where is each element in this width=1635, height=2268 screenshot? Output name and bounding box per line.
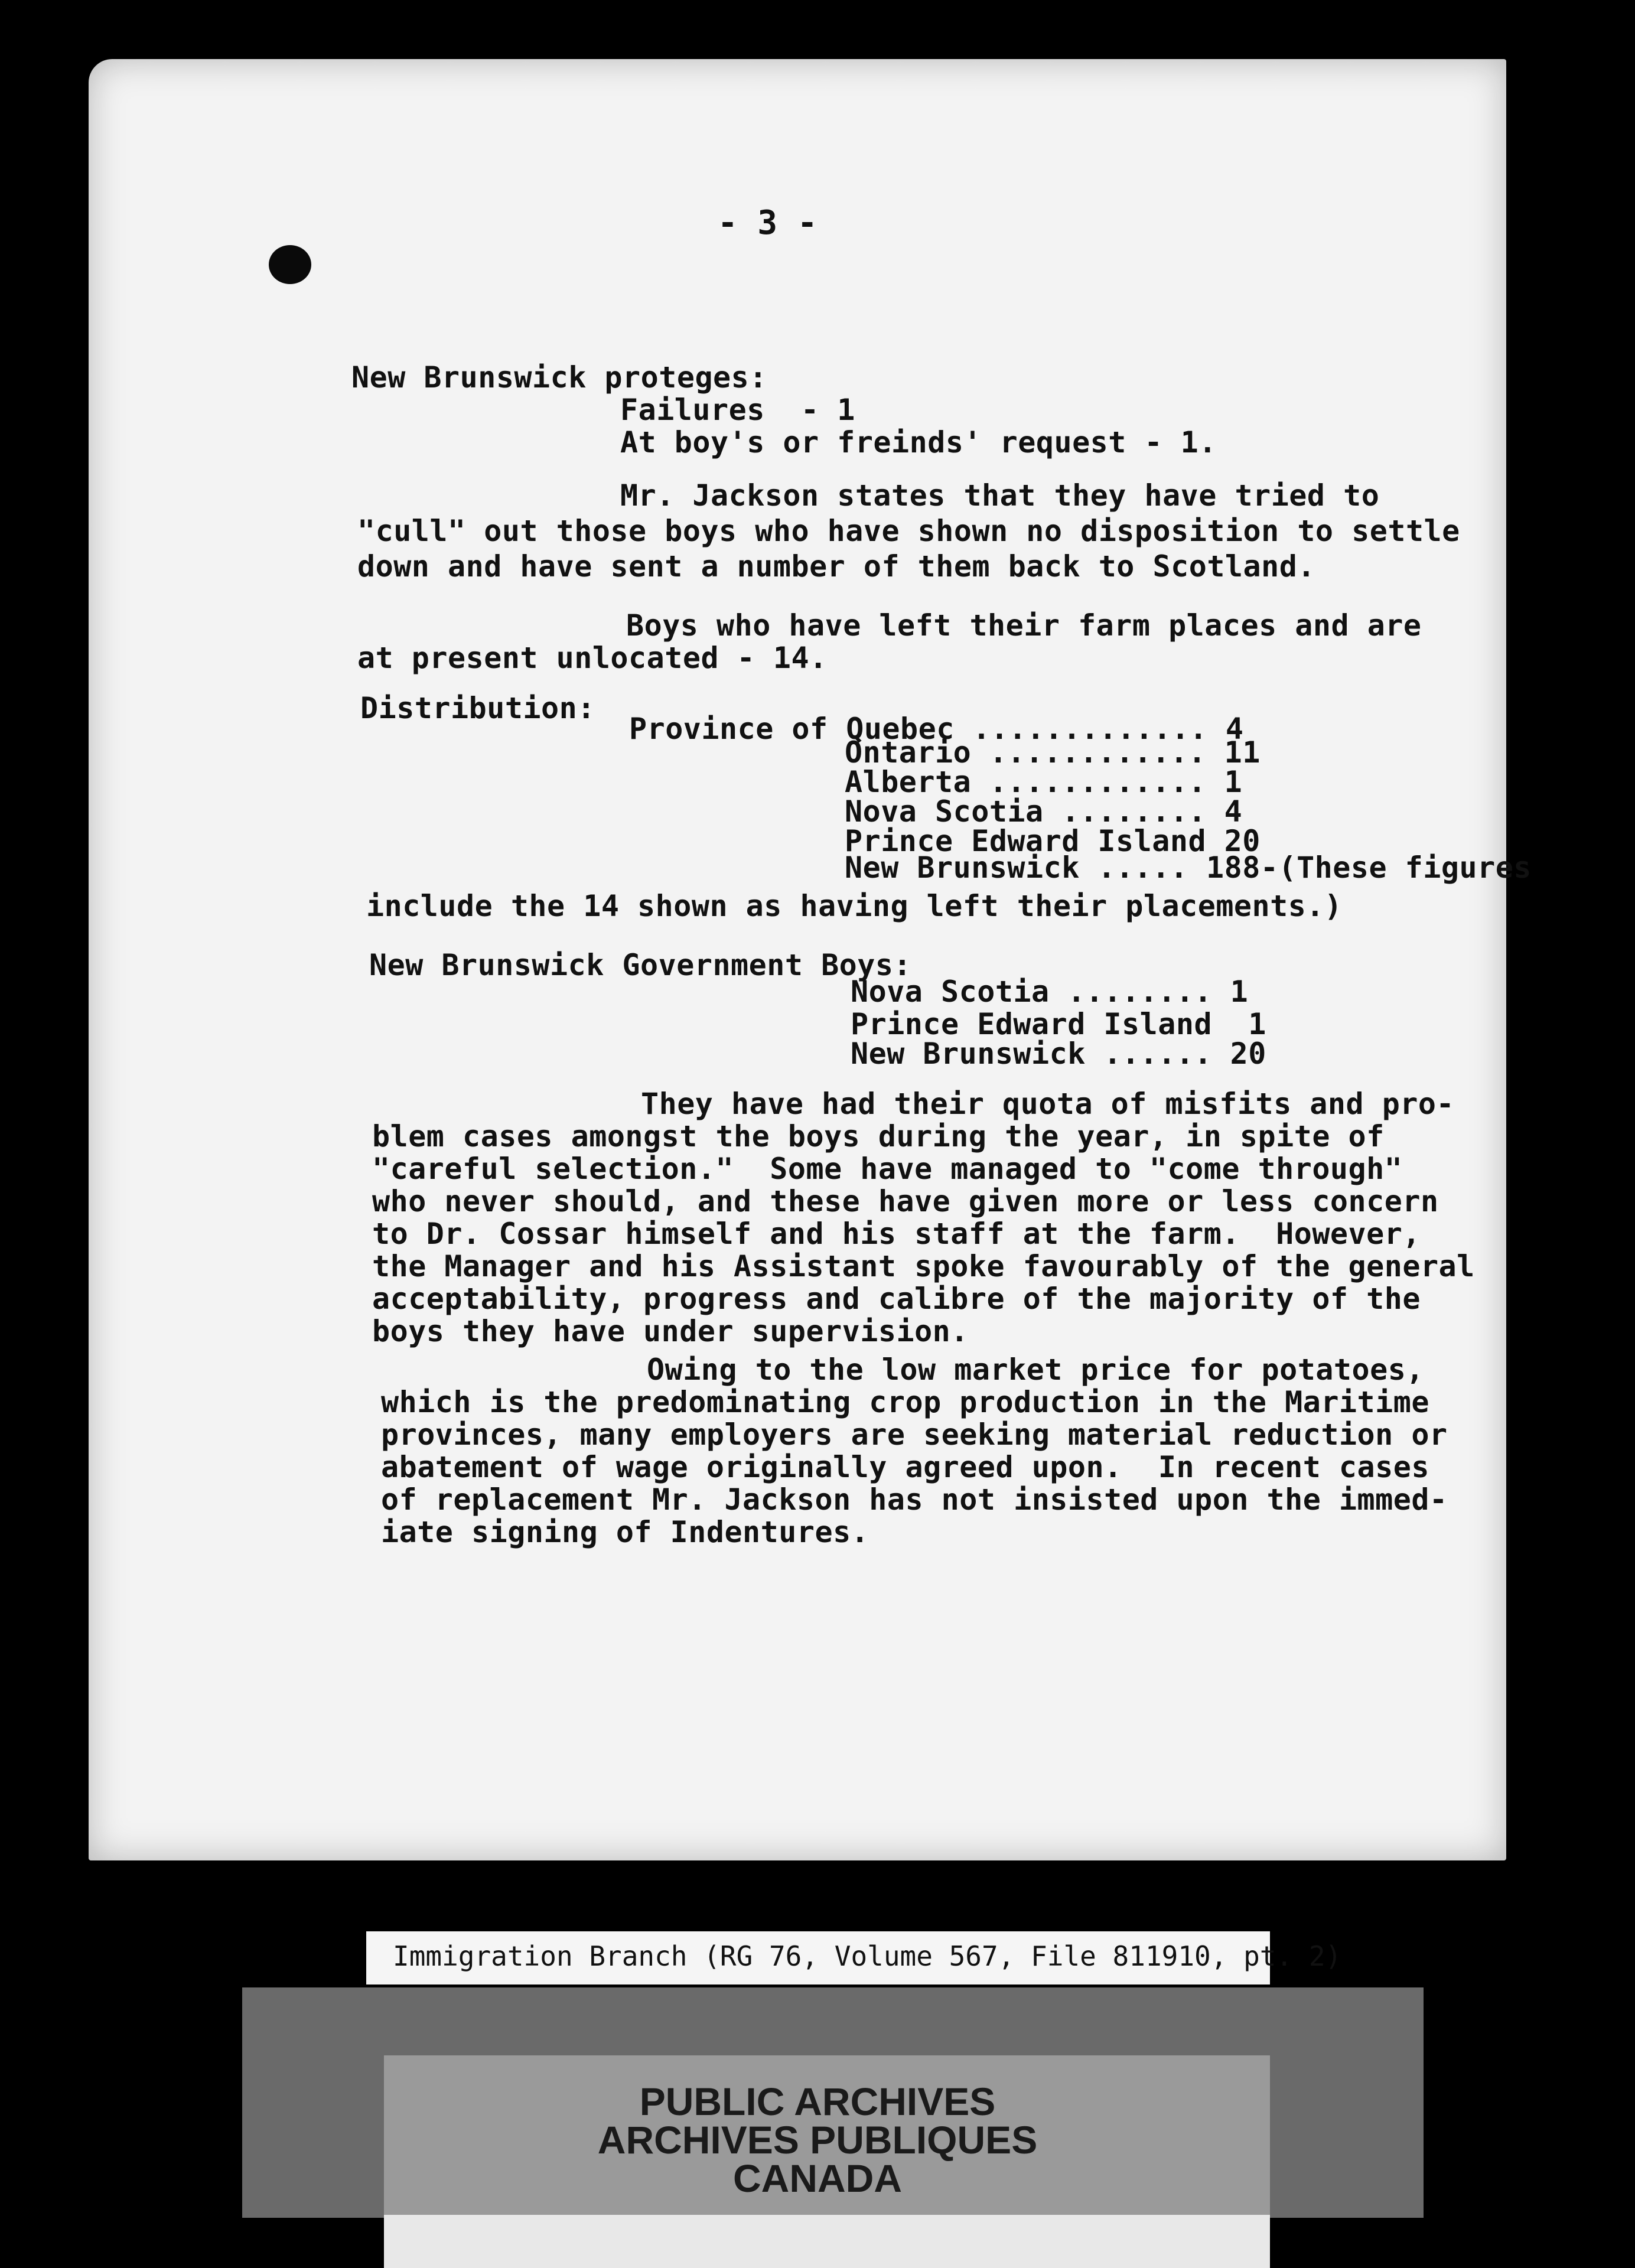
text-line: They have had their quota of misfits and pro- xyxy=(641,1087,1455,1121)
text-line: "careful selection." Some have managed to "come through" xyxy=(372,1152,1403,1186)
text-line: iate signing of Indentures. xyxy=(381,1515,869,1549)
text-line: abatement of wage originally agreed upon. In recent cases xyxy=(381,1450,1429,1484)
text-line: boys they have under supervision. xyxy=(372,1314,969,1348)
archive-label: Immigration Branch (RG 76, Volume 567, File 811910, pt. 2) xyxy=(393,1940,1342,1972)
stamp-line-1: PUBLIC ARCHIVES xyxy=(639,2080,996,2123)
text-line: down and have sent a number of them back to Scotland. xyxy=(357,549,1315,584)
heading-distribution: Distribution: xyxy=(360,691,595,725)
distribution-row: Prince Edward Island 1 xyxy=(851,1007,1266,1041)
distribution-row: New Brunswick ...... 20 xyxy=(851,1037,1266,1071)
text-line: Boys who have left their farm places and are xyxy=(626,608,1422,643)
text-line: the Manager and his Assistant spoke favourably of the general xyxy=(372,1249,1475,1283)
stamp-line-3: CANADA xyxy=(733,2156,902,2200)
distribution-row: New Brunswick ..... 188-(These figures xyxy=(845,850,1532,885)
text-line: At boy's or freinds' request - 1. xyxy=(620,425,1217,460)
text-line: of replacement Mr. Jackson has not insisted upon the immed- xyxy=(381,1482,1448,1517)
text-line: include the 14 shown as having left their placements.) xyxy=(366,889,1343,923)
text-line: Failures - 1 xyxy=(620,393,855,427)
text-line: Owing to the low market price for potatoes, xyxy=(647,1353,1424,1387)
distribution-row: Nova Scotia ........ 4 xyxy=(845,794,1243,829)
text-line: acceptability, progress and calibre of the majority of the xyxy=(372,1282,1421,1316)
page-number: - 3 - xyxy=(718,204,817,242)
stamp-line-2: ARCHIVES PUBLIQUES xyxy=(597,2118,1038,2162)
heading-nb-government-boys: New Brunswick Government Boys: xyxy=(369,948,912,982)
text-line: which is the predominating crop production in the Maritime xyxy=(381,1385,1429,1419)
heading-nb-proteges: New Brunswick proteges: xyxy=(351,360,767,395)
punch-hole xyxy=(269,245,311,284)
text-line: blem cases amongst the boys during the year, in spite of xyxy=(372,1119,1385,1153)
distribution-row: Prince Edward Island 20 xyxy=(845,824,1261,858)
archive-stamp-bottom xyxy=(384,2215,1270,2268)
text-line: Mr. Jackson states that they have tried to xyxy=(620,478,1380,513)
distribution-row: Nova Scotia ........ 1 xyxy=(851,975,1249,1009)
text-line: provinces, many employers are seeking material reduction or xyxy=(381,1418,1448,1452)
text-line: who never should, and these have given more or less concern xyxy=(372,1184,1439,1218)
text-line: to Dr. Cossar himself and his staff at the farm. However, xyxy=(372,1217,1421,1251)
distribution-row: Ontario ............ 11 xyxy=(845,735,1261,770)
text-line: at present unlocated - 14. xyxy=(357,641,828,675)
distribution-row: Province of Quebec ............. 4 xyxy=(629,712,1244,746)
text-line: "cull" out those boys who have shown no disposition to settle xyxy=(357,514,1460,548)
distribution-row: Alberta ............ 1 xyxy=(845,765,1243,799)
